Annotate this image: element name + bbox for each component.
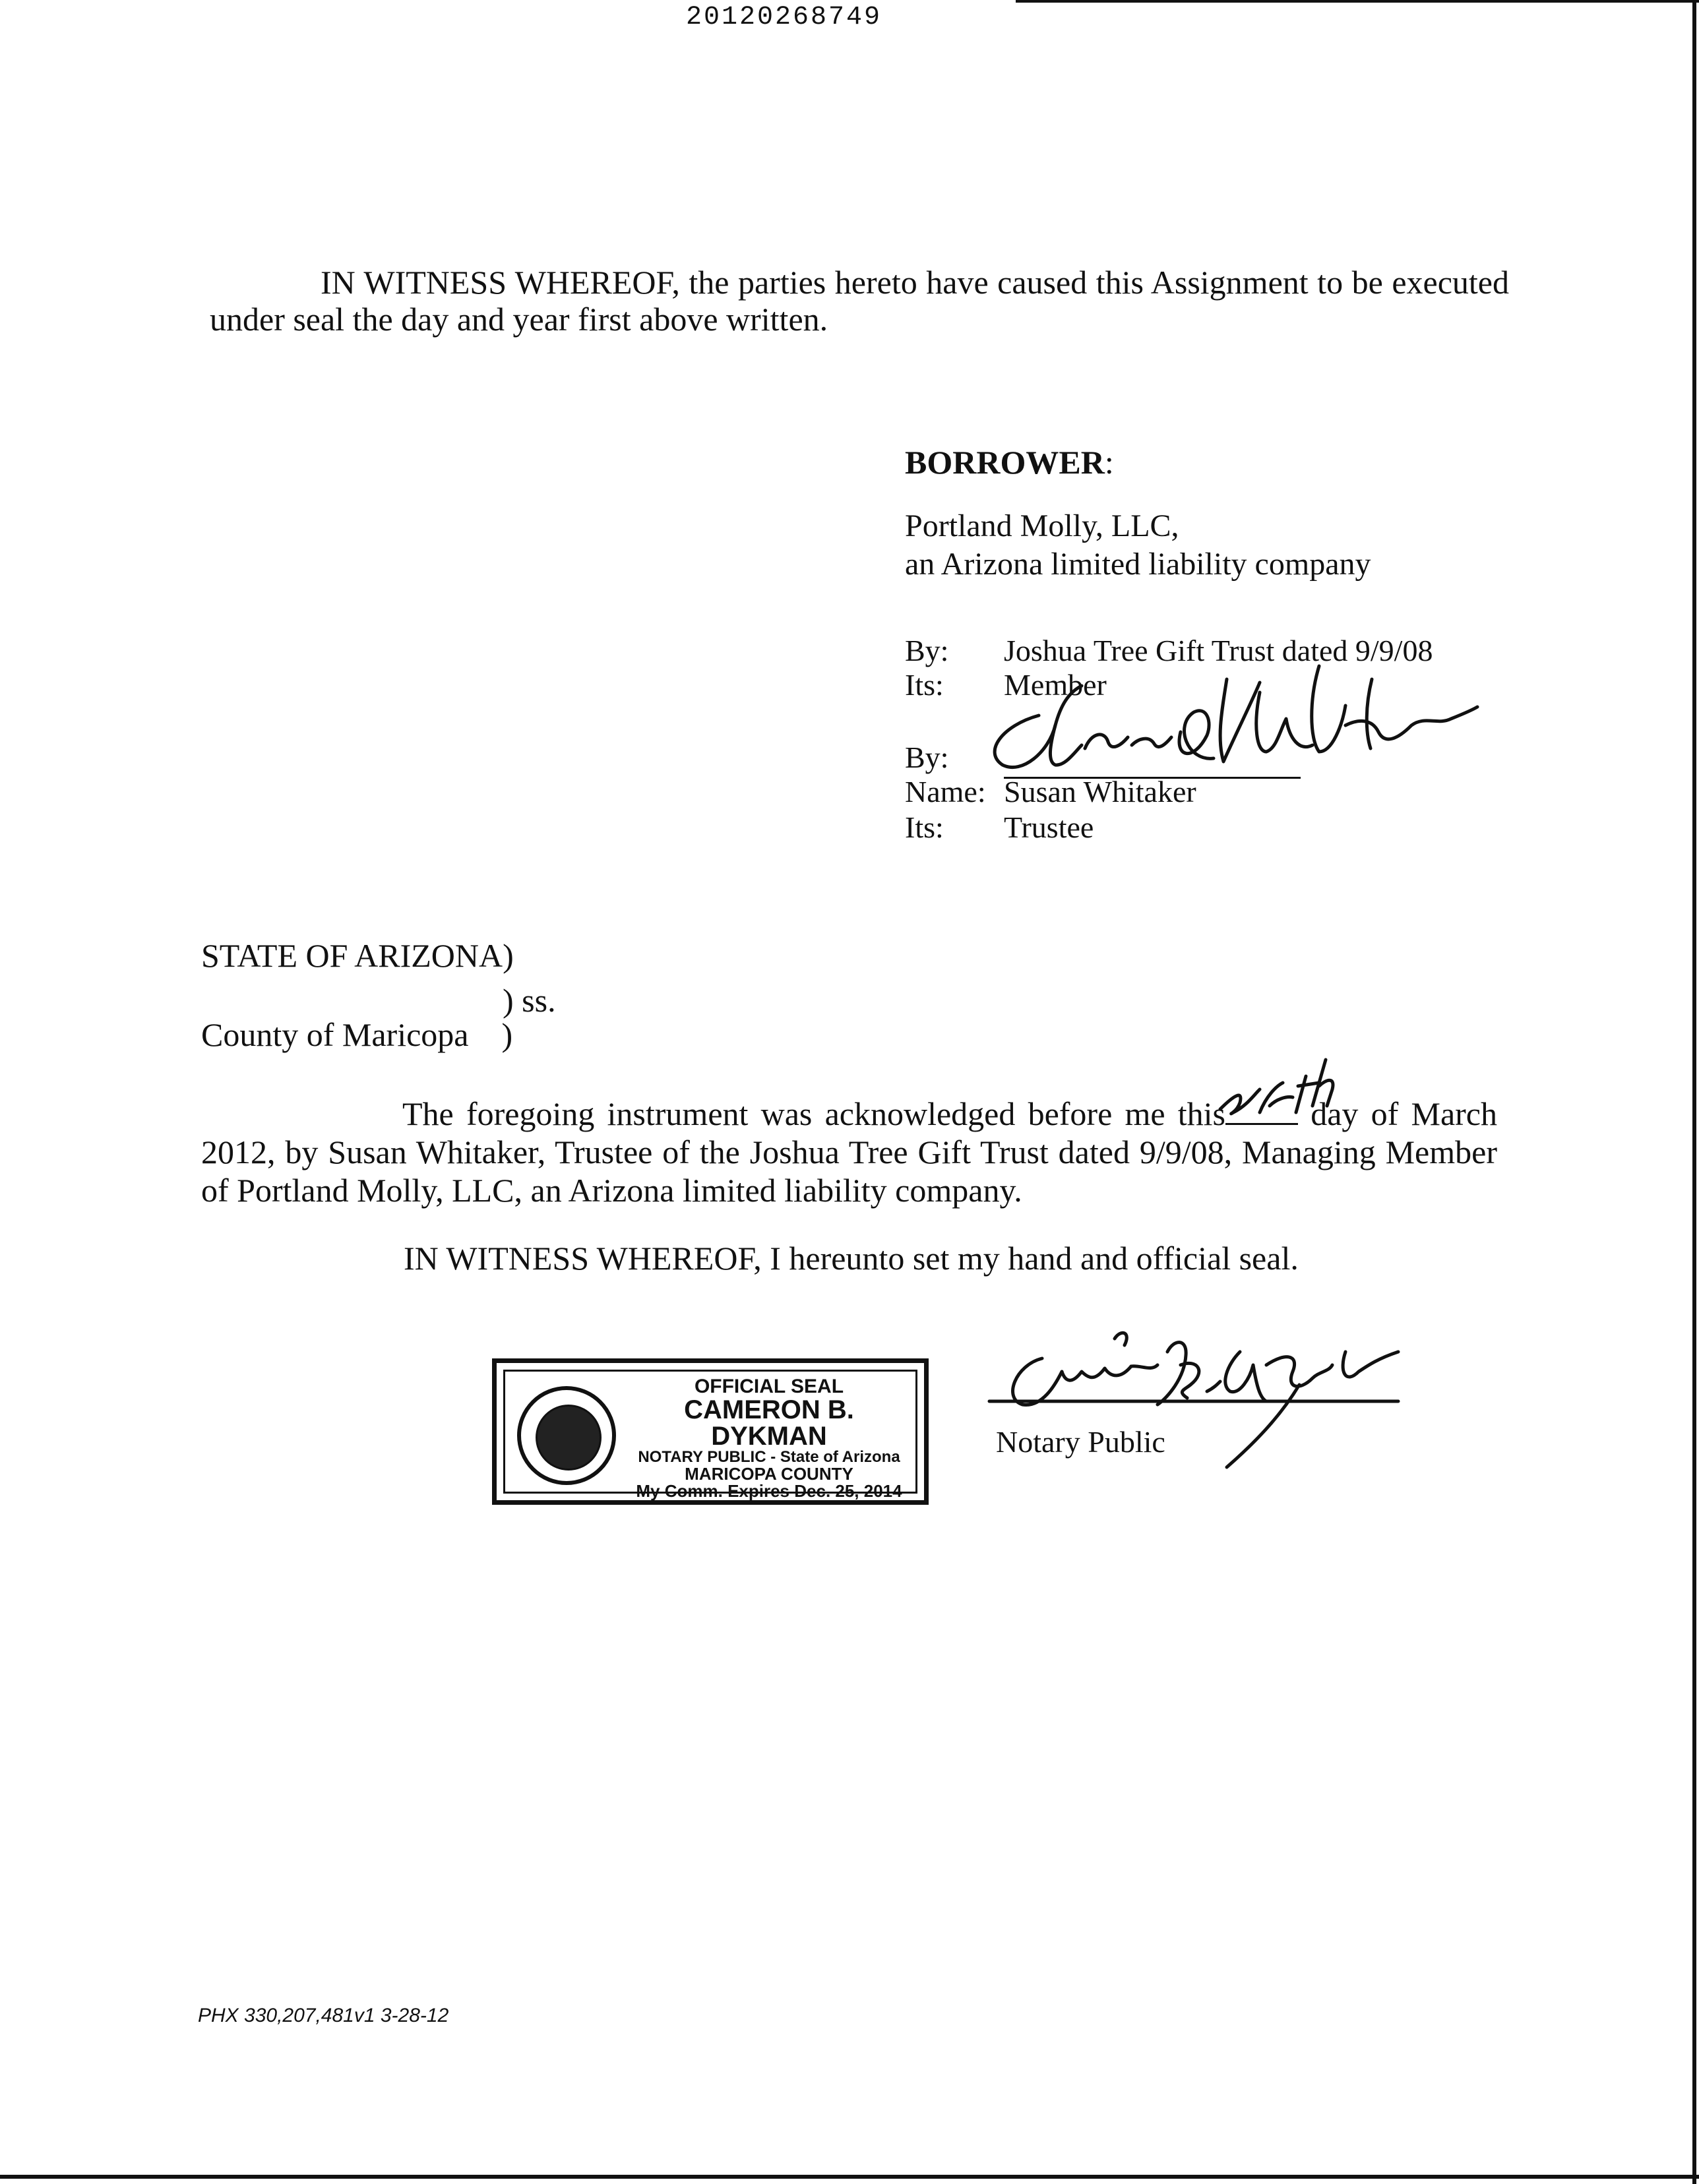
borrower-heading-text: BORROWER xyxy=(905,444,1105,481)
arizona-seal-icon xyxy=(517,1386,616,1485)
witness-paragraph: IN WITNESS WHEREOF, the parties hereto have caused this Assignment to be executed under seal the day and year first above written. xyxy=(210,264,1509,338)
scan-right-rule xyxy=(1692,0,1696,2184)
seal-line-2: CAMERON B. DYKMAN xyxy=(684,1395,854,1451)
seal-inner-border xyxy=(503,1370,917,1501)
notary-public-label: Notary Public xyxy=(996,1425,1165,1459)
borrower-heading-colon: : xyxy=(1104,444,1114,481)
borrower-signature xyxy=(976,653,1477,785)
seal-line-1: OFFICIAL SEAL xyxy=(694,1376,844,1397)
ack-day-handwritten xyxy=(1214,1050,1345,1122)
notary-seal-stamp xyxy=(492,1358,929,1505)
name-label: Name: xyxy=(905,775,986,808)
by-label: By: xyxy=(905,634,949,667)
scan-top-rule xyxy=(1016,0,1699,3)
its-trustee-value: Trustee xyxy=(1004,810,1094,844)
borrower-heading xyxy=(905,443,1114,481)
company-name-line: Portland Molly, LLC, xyxy=(905,508,1179,543)
seal-line-4: MARICOPA COUNTY xyxy=(685,1464,853,1484)
its-label: Its: xyxy=(905,810,944,844)
venue-county-text: County of Maricopa ) xyxy=(201,1016,513,1053)
notary-witness-line: IN WITNESS WHEREOF, I hereunto set my hand and official seal. xyxy=(404,1240,1299,1277)
name-value: Susan Whitaker xyxy=(1004,775,1196,808)
venue-state: STATE OF ARIZONA) xyxy=(201,937,514,974)
its-label: Its: xyxy=(905,668,944,702)
seal-line-5: My Comm. Expires Dec. 25, 2014 xyxy=(636,1481,902,1501)
its-member-value: Member xyxy=(1004,668,1107,702)
company-type-line: an Arizona limited liability company xyxy=(905,547,1371,582)
seal-line-3: NOTARY PUBLIC - State of Arizona xyxy=(638,1448,900,1466)
by-label: By: xyxy=(905,741,949,774)
ack-part-2: day of March 2012, by Susan Whitaker, Trustee of the Joshua Tree Gift Trust dated 9/9/08, Managing Member of Portland Molly, LLC, an Arizona limited liability company. xyxy=(201,1095,1497,1209)
its-trustee-row xyxy=(905,810,1094,845)
recording-number: 20120268749 xyxy=(686,3,882,32)
seal-text-block xyxy=(624,1377,914,1500)
venue-ss: ) ss. xyxy=(503,982,556,1019)
venue-county xyxy=(201,1016,512,1054)
scan-bottom-rule xyxy=(0,2175,1699,2179)
ack-part-1: The foregoing instrument was acknowledged before me this xyxy=(402,1095,1226,1132)
footer-reference: PHX 330,207,481v1 3-28-12 xyxy=(198,2005,449,2026)
by-member-value: Joshua Tree Gift Trust dated 9/9/08 xyxy=(1004,634,1433,667)
